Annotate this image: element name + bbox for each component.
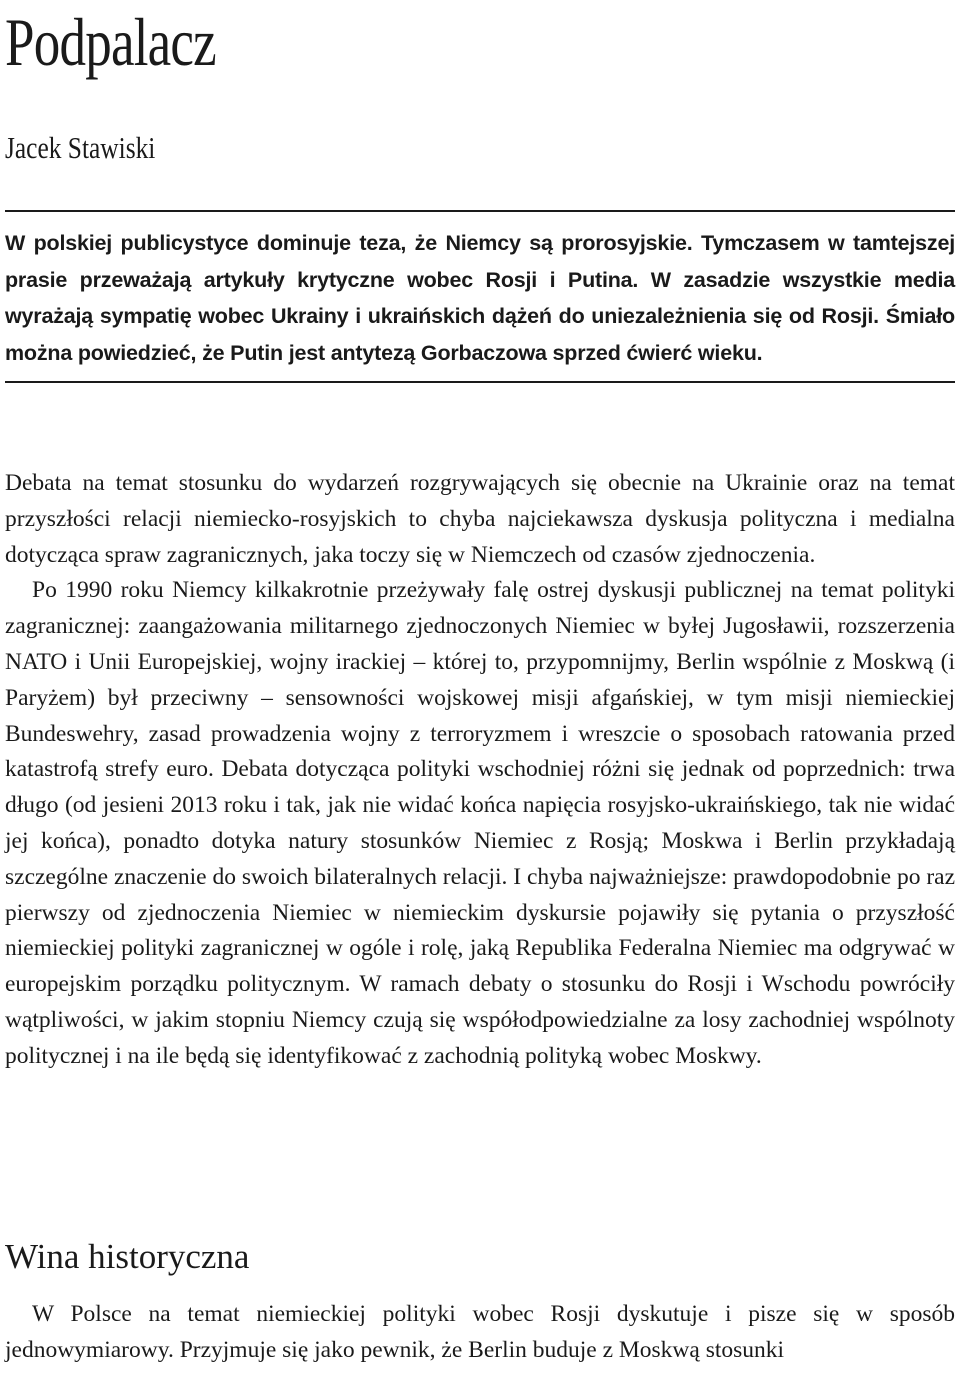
section-paragraph: W Polsce na temat niemieckiej polityki wobec Rosji dyskutuje i pisze się w sposób jednowymiarowy. Przyjmuje się jako pewnik, że Berlin buduje z Moskwą stosunki [5,1301,955,1363]
body-paragraph-2: Po 1990 roku Niemcy kilkakrotnie przeżywały falę ostrej dyskusji publicznej na temat polityki zagranicznej: zaangażowania militarnego zjednoczonych Niemiec w byłej Jugosławii, rozszerzenia NATO i Unii Europejskiej, wojny irackiej – której to, przypomnijmy, Berlin wspólnie z Moskwą (i Paryżem) był przeciwny – sensowności wojskowej misji afgańskiej, w tym misji niemieckiej Bundeswehry, zasad prowadzenia wojny z terroryzmem i wreszcie o sposobach ratowania przed katastrofą strefy euro. Debata dotycząca polityki wschodniej różni się jednak od poprzednich: trwa długo (od jesieni 2013 roku i tak, jak nie widać końca napięcia rosyjsko-ukraińskiego, tak nie widać jej końca), ponadto dotyka natury stosunków Niemiec z Rosją; Moskwa i Berlin przykładają szczególne znaczenie do swoich bilateralnych relacji. I chyba najważniejsze: prawdopodobnie po raz pierwszy od zjednoczenia Niemiec w niemieckim dyskursie pojawiły się pytania o przyszłość niemieckiej polityki zagranicznej w ogóle i rolę, jaką Republika Federalna Niemiec ma odgrywać w europejskim porządku politycznym. W ramach debaty o stosunku do Rosji i Wschodu powróciły wątpliwości, w jakim stopniu Niemcy czują się współodpowiedzialne za losy zachodniej wspólnoty politycznej i na ile będą się identyfikować z zachodnią polityką wobec Moskwy. [5,577,956,1069]
section-heading: Wina historyczna [5,1237,250,1276]
article-title: Podpalacz [5,4,216,80]
article-lead: W polskiej publicystyce dominuje teza, że Niemcy są prorosyjskie. Tymczasem w tamtejszej prasie przeważają artykuły krytyczne wobec Rosji i Putina. W zasadzie wszystkie media wyrażają sympatię wobec Ukrainy i ukraińskich dążeń do uniezależnienia się od Rosji. Śmiało można powiedzieć, że Putin jest antytezą Gorbaczowa sprzed ćwierć wieku. [5,231,955,365]
section-body [5,1297,955,1369]
article-author: Jacek Stawiski [5,130,156,165]
lead-box [5,210,955,383]
body-paragraph-1: Debata na temat stosunku do wydarzeń rozgrywających się obecnie na Ukrainie oraz na temat przyszłości relacji niemiecko-rosyjskich to chyba najciekawsza dyskusja polityczna i medialna dotycząca spraw zagranicznych, jaka toczy się w Niemczech od czasów zjednoczenia. [5,470,955,568]
article-body [5,466,955,1075]
